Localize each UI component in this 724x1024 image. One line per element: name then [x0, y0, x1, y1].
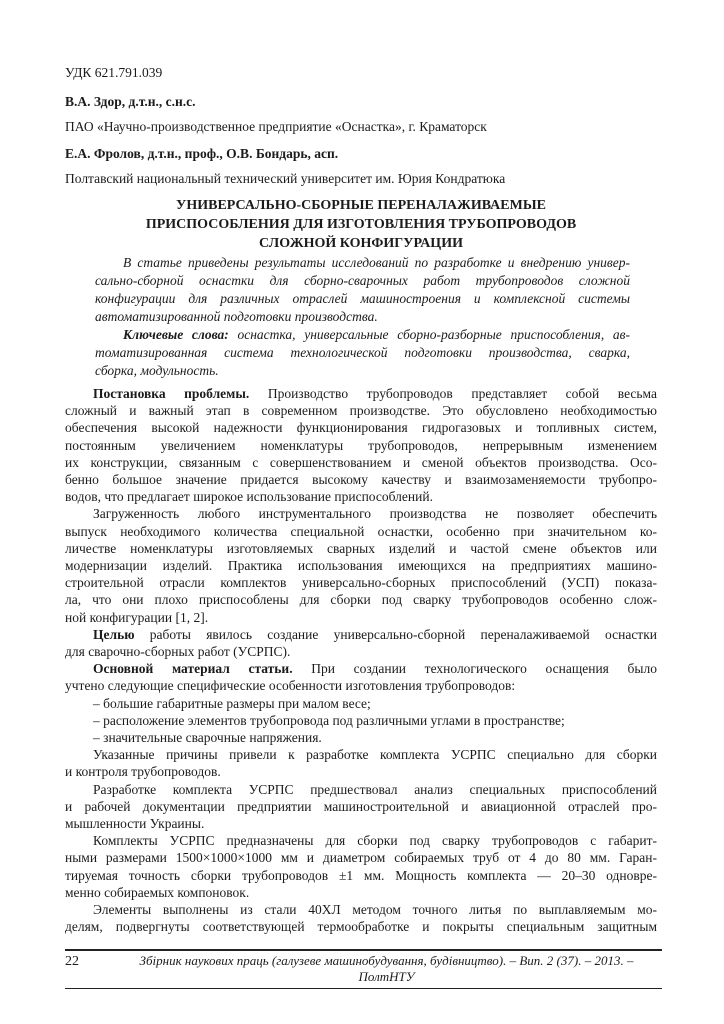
journal-reference: Збірник наукових праць (галузеве машинобудування, будівництво). – Вип. 2 (37). – 2013. – ПолтНТУ — [139, 953, 634, 984]
author-affiliation: ПАО «Научно-производственное предприятие «Оснастка», г. Краматорск — [65, 119, 487, 134]
text-line: делям, подвергнуты соответствующей термообработке и покрыты специальным защитным — [65, 919, 657, 935]
text-line: обеспечения высокой надежности функционирования гидрогазовых и топливных систем, — [65, 420, 657, 436]
paragraph-lead: Ключевые слова: — [123, 327, 229, 342]
text-line: строительной отрасли комплектов универсально-сборных приспособлений (УСП) показа- — [65, 575, 657, 591]
text-line: тируемая точность сборки трубопроводов ±1 мм. Мощность комплекта — 20–30 одновре- — [65, 867, 657, 883]
text-line: Основной материал статьи. При создании технологического оснащения было — [93, 661, 657, 677]
page-footer — [65, 949, 662, 989]
text-line: сложный и важный этап в современном производстве. Это обусловлено необходимостью — [65, 403, 657, 419]
text-line: водов, что предлагает широкое использование приспособлений. — [65, 489, 433, 505]
text-line: ными размерами 1500×1000×1000 мм и диаметром собираемых труб от 4 до 80 мм. Гаран- — [65, 850, 657, 866]
text-line: постоянным увеличением номенклатуры трубопроводов, непрерывным изменением — [65, 437, 657, 453]
abstract-line: автоматизированной подготовки производства. — [95, 309, 378, 324]
list-item: – большие габаритные размеры при малом весе; — [93, 695, 371, 711]
text-line: Комплекты УСРПС предназначены для сборки под сварку трубопроводов с габарит- — [93, 833, 657, 849]
text-line: Целью работы явилось создание универсально-сборной переналаживаемой оснастки — [93, 626, 657, 642]
author-block — [65, 92, 657, 136]
article-body — [65, 385, 657, 936]
text-line: выпуск необходимого количества специальной оснастки, особенно при значительном ко- — [65, 523, 657, 539]
text-line: и рабочей документации предприятии машиностроительной и авиационной отраслей про- — [65, 798, 657, 814]
keywords-line: Ключевые слова: оснастка, универсальные сборно-разборные приспособления, ав- — [123, 327, 630, 342]
text-line: ной конфигурации [1, 2]. — [65, 609, 209, 625]
abstract-section — [95, 254, 630, 380]
author-affiliation: Полтавский национальный технический университет им. Юрия Кондратюка — [65, 171, 506, 186]
abstract-line: конфигурации для различных отраслей машиностроения и комплексной системы — [95, 291, 630, 306]
page-content — [65, 63, 657, 936]
paragraph-lead: Основной материал статьи. — [93, 661, 293, 677]
text-line: учтено следующие специфические особенности изготовления трубопроводов: — [65, 678, 516, 694]
text-line: ла, что они плохо приспособлены для сборки под сварку трубопроводов особенно слож- — [65, 592, 657, 608]
footer-row — [65, 951, 662, 988]
keywords-line: томатизированная система технологической подготовки производства, сварка, — [95, 345, 630, 360]
footer-rule-bottom — [65, 988, 662, 989]
author-name: В.А. Здор, д.т.н., с.н.с. — [65, 94, 196, 109]
paragraph-lead: Целью — [93, 626, 135, 642]
text-line: Разработке комплекта УСРПС предшествовал анализ специальных приспособлений — [93, 781, 657, 797]
article-title — [65, 196, 657, 253]
abstract-line: В статье приведены результаты исследований по разработке и внедрению универ- — [123, 255, 630, 270]
paragraph-lead: Постановка проблемы. — [93, 386, 250, 401]
text-line: Загруженность любого инструментального производства не позволяет обеспечить — [93, 506, 657, 522]
text-line: и контроля трубопроводов. — [65, 764, 221, 780]
text-line: бенно большое значение придается высокому качеству и взаимозаменяемости трубопро- — [65, 472, 657, 488]
page-number: 22 — [65, 954, 79, 969]
text-line: мышленности Украины. — [65, 816, 205, 832]
abstract-line: сально-сборной оснастки для сборно-сварочных работ трубопроводов сложной — [95, 273, 630, 288]
text-line: их конструкции, связанным с совершенствованием и сменой объектов производства. Осо- — [65, 454, 657, 470]
text-line: личестве номенклатуры изготовляемых сварных изделий и частой смене объектов или — [65, 540, 657, 556]
keywords-line: сборка, модульность. — [95, 363, 219, 378]
text-line: менно собираемых компоновок. — [65, 884, 250, 900]
text-line: Элементы выполнены из стали 40ХЛ методом точного литья по выплавляемым мо- — [93, 902, 657, 918]
list-item: – расположение элементов трубопровода под различными углами в пространстве; — [93, 712, 565, 728]
text-line: Указанные причины привели к разработке комплекта УСРПС специально для сборки — [93, 747, 657, 763]
author-block — [65, 144, 657, 188]
list-item: – значительные сварочные напряжения. — [93, 730, 322, 746]
udc-number: УДК 621.791.039 — [65, 65, 163, 80]
article-title-line: ПРИСПОСОБЛЕНИЯ ДЛЯ ИЗГОТОВЛЕНИЯ ТРУБОПРОВОДОВ — [145, 217, 577, 232]
article-title-line: УНИВЕРСАЛЬНО-СБОРНЫЕ ПЕРЕНАЛАЖИВАЕМЫЕ — [176, 198, 546, 213]
article-title-line: СЛОЖНОЙ КОНФИГУРАЦИИ — [259, 236, 463, 251]
text-line: модернизации изделий. Практика использования имеющихся на предприятиях машино- — [65, 558, 657, 574]
text-line: Постановка проблемы. Производство трубопроводов представляет собой весьма — [93, 386, 657, 401]
author-name: Е.А. Фролов, д.т.н., проф., О.В. Бондарь, асп. — [65, 146, 339, 161]
text-line: для сварочно-сборных работ (УСРПС). — [65, 644, 291, 660]
